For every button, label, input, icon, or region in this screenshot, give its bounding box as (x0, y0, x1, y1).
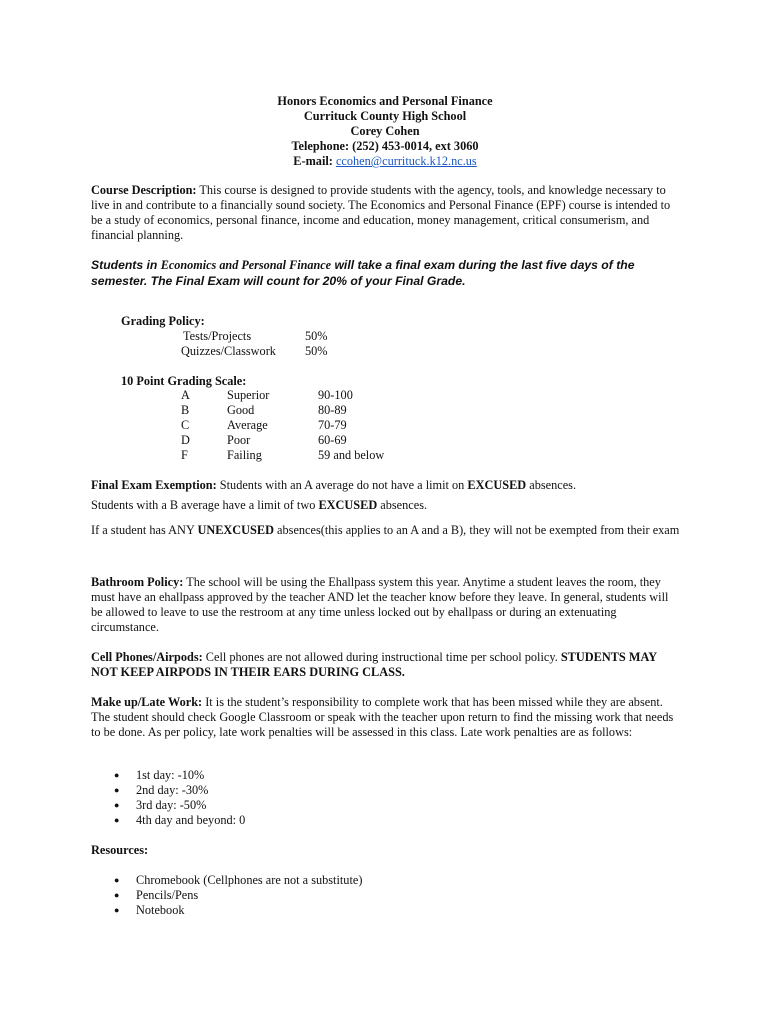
list-item: ● Notebook (91, 903, 681, 918)
notice-suffix: will take a final exam during the last five days of the semester. The Final Exam will count for 20% of your Final Grade. (91, 258, 635, 288)
exemption-text: Students with an A average do not have a limit on (216, 478, 468, 492)
scale-grade: C (181, 418, 190, 432)
list-item: ● 3rd day: -50% (91, 798, 681, 813)
list-item: ● 1st day: -10% (91, 768, 681, 783)
late-penalty-list (91, 768, 681, 828)
resources-list (91, 873, 681, 918)
policy-item: Quizzes/Classwork (181, 344, 276, 358)
course-description-text: This course is designed to provide students with the agency, tools, and knowledge necessary to live in and contribute to a financially sound society. The Economics and Personal Finance (EPF) course is intended to be a study of economics, personal finance, income and education, money management, critical consumerism, and financial planning. (91, 183, 671, 242)
policy-weight: 50% (305, 344, 328, 358)
exemption-line-2 (91, 498, 681, 513)
makeup-text: It is the student’s responsibility to complete work that has been missed while they are absent. The student should check Google Classroom or speak with the teacher upon return to find the missing work that needs to be done. As per policy, late work penalties will be assessed in this class. Late work penalties are as follows: (91, 695, 674, 739)
course-description-label: Course Description: (91, 183, 197, 197)
resources-heading (91, 843, 681, 858)
email-label: E-mail: (293, 154, 336, 168)
grading-scale-title: 10 Point Grading Scale: (121, 374, 247, 388)
bathroom-text: The school will be using the Ehallpass system this year. Anytime a student leaves the room, they must have an ehallpass approved by the teacher AND let the teacher know before they leave. In general, students will be allowed to leave to use the restroom at any time unless locked out by ehallpass or during an extenuating circumstance. (91, 575, 669, 634)
scale-desc: Average (227, 418, 268, 432)
course-description (91, 183, 681, 243)
policy-weight: 50% (305, 329, 328, 343)
exemption-emphasis: UNEXCUSED (197, 523, 274, 537)
course-title: Honors Economics and Personal Finance (277, 94, 493, 108)
scale-range: 80-89 (318, 403, 347, 417)
exemption-text: absences. (526, 478, 577, 492)
exemption-emphasis: EXCUSED (467, 478, 527, 492)
makeup-policy (91, 695, 681, 740)
exemption-text: Students with a B average have a limit of two (91, 498, 319, 512)
scale-desc: Superior (227, 388, 270, 402)
scale-grade: D (181, 433, 190, 447)
notice-prefix: Students in (91, 258, 161, 272)
document-header (0, 94, 770, 169)
notice-course: Economics and Personal Finance (160, 258, 332, 272)
exemption-text: absences. (377, 498, 428, 512)
phones-emphasis: STUDENTS MAY NOT KEEP AIRPODS IN THEIR EARS DURING CLASS. (91, 650, 657, 679)
scale-desc: Poor (227, 433, 251, 447)
bathroom-label: Bathroom Policy: (91, 575, 184, 589)
resources-label: Resources: (91, 843, 149, 857)
exemption-label: Final Exam Exemption: (91, 478, 217, 492)
school-name: Currituck County High School (303, 109, 467, 123)
telephone: Telephone: (252) 453-0014, ext 3060 (291, 139, 479, 153)
policy-item: Tests/Projects (183, 329, 252, 343)
exemption-line-1 (91, 478, 681, 493)
scale-range: 59 and below (318, 448, 385, 462)
list-item: ● Chromebook (Cellphones are not a substitute) (91, 873, 681, 888)
exemption-emphasis: EXCUSED (318, 498, 378, 512)
phones-text: Cell phones are not allowed during instructional time per school policy. (202, 650, 561, 664)
scale-range: 70-79 (318, 418, 347, 432)
phones-label: Cell Phones/Airpods: (91, 650, 203, 664)
exemption-text: absences(this applies to an A and a B), they will not be exempted from their exam (273, 523, 680, 537)
list-item: ● Pencils/Pens (91, 888, 681, 903)
list-item: ● 4th day and beyond: 0 (91, 813, 681, 828)
list-item: ● 2nd day: -30% (91, 783, 681, 798)
email-link[interactable]: ccohen@currituck.k12.nc.us (335, 154, 477, 168)
scale-grade: F (181, 448, 188, 462)
final-exam-notice (91, 257, 691, 289)
exemption-text: If a student has ANY (91, 523, 198, 537)
scale-desc: Failing (227, 448, 262, 462)
scale-desc: Good (227, 403, 255, 417)
email-line (0, 154, 770, 169)
scale-grade: B (181, 403, 190, 417)
scale-grade: A (181, 388, 190, 402)
exemption-line-3 (91, 519, 681, 541)
teacher-name: Corey Cohen (350, 124, 420, 138)
grading-policy-title: Grading Policy: (121, 314, 205, 328)
scale-range: 60-69 (318, 433, 347, 447)
cell-phone-policy (91, 650, 681, 680)
scale-range: 90-100 (318, 388, 353, 402)
makeup-label: Make up/Late Work: (91, 695, 203, 709)
bathroom-policy (91, 575, 681, 635)
